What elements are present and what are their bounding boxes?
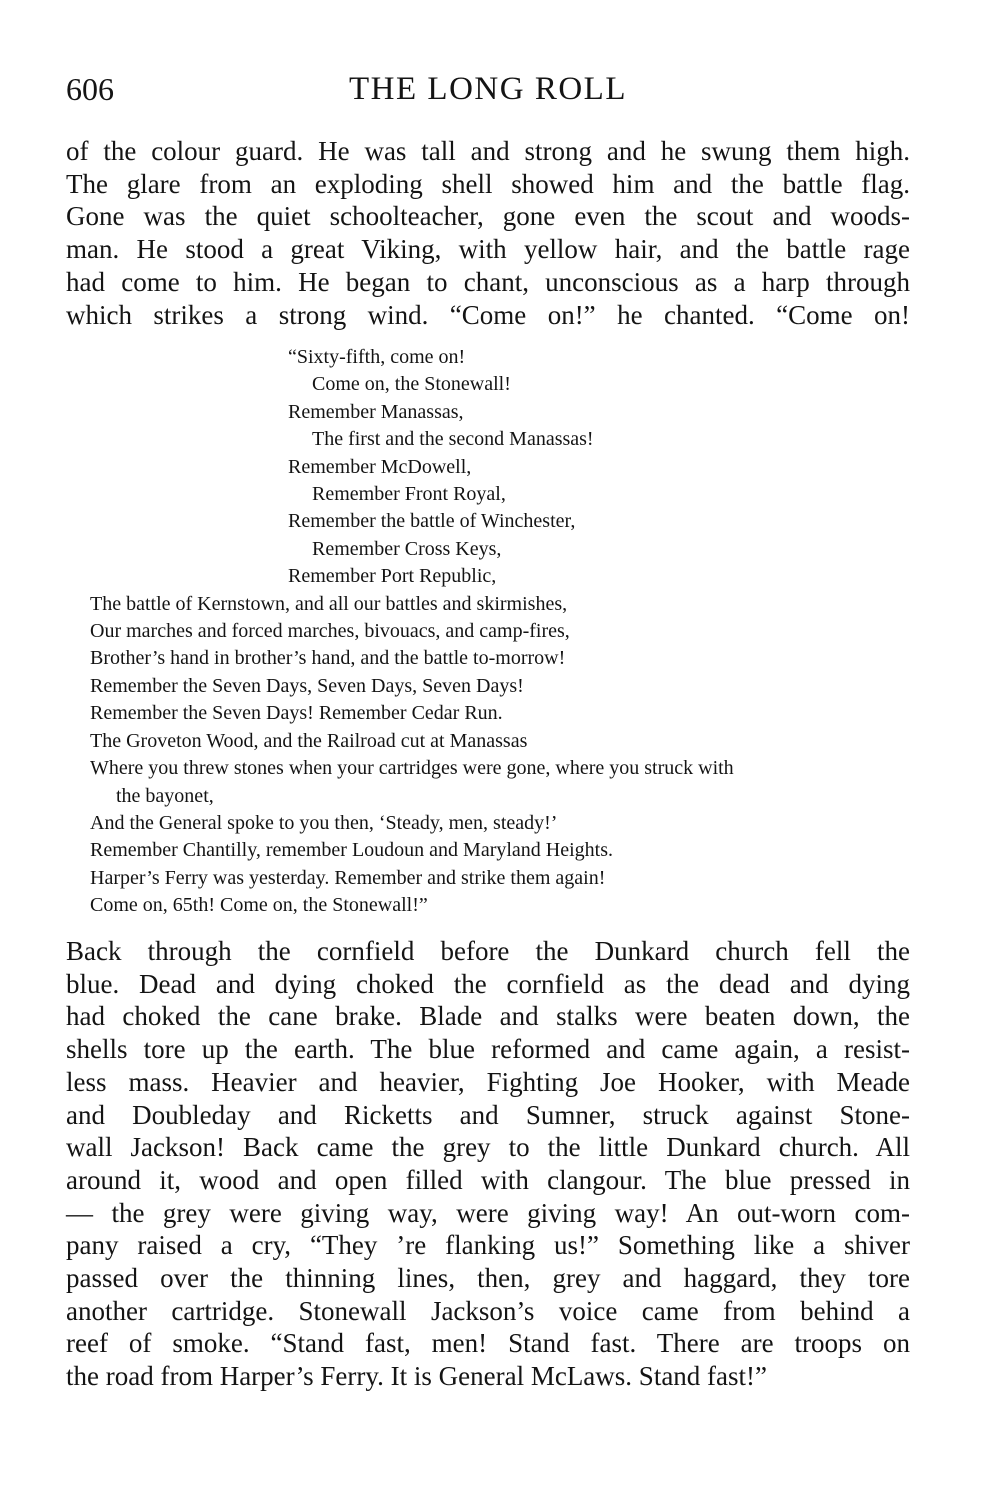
- text-line: the road from Harper’s Ferry. It is General McLaws. Stand fast!”: [66, 1361, 768, 1392]
- paragraph-1: [66, 135, 910, 331]
- verse-line: Remember the Seven Days, Seven Days, Seven Days!: [90, 674, 524, 697]
- verse-line: Remember Port Republic,: [288, 565, 497, 588]
- verse-line: Remember Chantilly, remember Loudoun and Maryland Heights.: [90, 839, 614, 862]
- text-line: another cartridge. Stonewall Jackson’s voice came from behind a: [66, 1295, 910, 1326]
- verse-line: Harper’s Ferry was yesterday. Remember and strike them again!: [90, 866, 606, 889]
- verse-line: Remember the battle of Winchester,: [288, 510, 576, 533]
- running-title: THE LONG ROLL: [349, 71, 627, 107]
- text-line: had choked the cane brake. Blade and stalks were beaten down, the: [66, 1001, 910, 1032]
- text-line: of the colour guard. He was tall and strong and he swung them high.: [66, 136, 910, 166]
- text-line: reef of smoke. “Stand fast, men! Stand fast. There are troops on: [66, 1328, 910, 1359]
- verse-line: Remember Manassas,: [288, 400, 464, 423]
- text-line: Back through the cornfield before the Dunkard church fell the: [66, 936, 910, 966]
- text-line: man. He stood a great Viking, with yellow hair, and the battle rage: [66, 234, 910, 265]
- verse-line: Remember the Seven Days! Remember Cedar Run.: [90, 702, 503, 725]
- text-line: The glare from an exploding shell showed him and the battle flag.: [66, 168, 910, 199]
- text-line: pany raised a cry, “They ’re flanking us!” Something like a shiver: [66, 1230, 910, 1261]
- verse-line: Our marches and forced marches, bivouacs, and camp-fires,: [90, 620, 570, 643]
- text-line: shells tore up the earth. The blue reformed and came again, a resist-: [66, 1034, 910, 1065]
- verse-line: “Sixty-fifth, come on!: [288, 346, 466, 368]
- verse-chant: [90, 344, 920, 920]
- verse-line: The first and the second Manassas!: [312, 428, 594, 451]
- text-line: passed over the thinning lines, then, grey and haggard, they tore: [66, 1263, 910, 1294]
- text-line: had come to him. He began to chant, unconscious as a harp through: [66, 266, 910, 297]
- verse-line: And the General spoke to you then, ‘Steady, men, steady!’: [90, 811, 558, 834]
- page-number: 606: [66, 71, 114, 107]
- paragraph-2: [66, 935, 910, 1393]
- text-line: and Doubleday and Ricketts and Sumner, struck against Stone-: [66, 1099, 910, 1130]
- verse-line: Where you threw stones when your cartridges were gone, where you struck with: [90, 757, 734, 780]
- text-line: wall Jackson! Back came the grey to the little Dunkard church. All: [66, 1132, 910, 1163]
- verse-line: The battle of Kernstown, and all our battles and skirmishes,: [90, 592, 568, 615]
- verse-line: Come on, 65th! Come on, the Stonewall!”: [90, 894, 428, 917]
- text-line: blue. Dead and dying choked the cornfield as the dead and dying: [66, 968, 910, 999]
- text-line: Gone was the quiet schoolteacher, gone even the scout and woods-: [66, 201, 910, 232]
- text-line: less mass. Heavier and heavier, Fighting Joe Hooker, with Meade: [66, 1066, 910, 1097]
- running-head: [66, 66, 910, 112]
- verse-line: Come on, the Stonewall!: [312, 373, 511, 396]
- verse-line: Remember Front Royal,: [312, 483, 506, 506]
- verse-line: Brother’s hand in brother’s hand, and the battle to-morrow!: [90, 647, 566, 670]
- verse-line: Remember McDowell,: [288, 455, 472, 478]
- verse-line: the bayonet,: [116, 784, 214, 807]
- verse-line: The Groveton Wood, and the Railroad cut at Manassas: [90, 729, 528, 752]
- text-line: — the grey were giving way, were giving way! An out-worn com-: [66, 1197, 910, 1228]
- verse-line: Remember Cross Keys,: [312, 537, 502, 560]
- text-line: around it, wood and open filled with clangour. The blue pressed in: [66, 1164, 910, 1195]
- text-line: which strikes a strong wind. “Come on!” he chanted. “Come on!: [66, 299, 910, 330]
